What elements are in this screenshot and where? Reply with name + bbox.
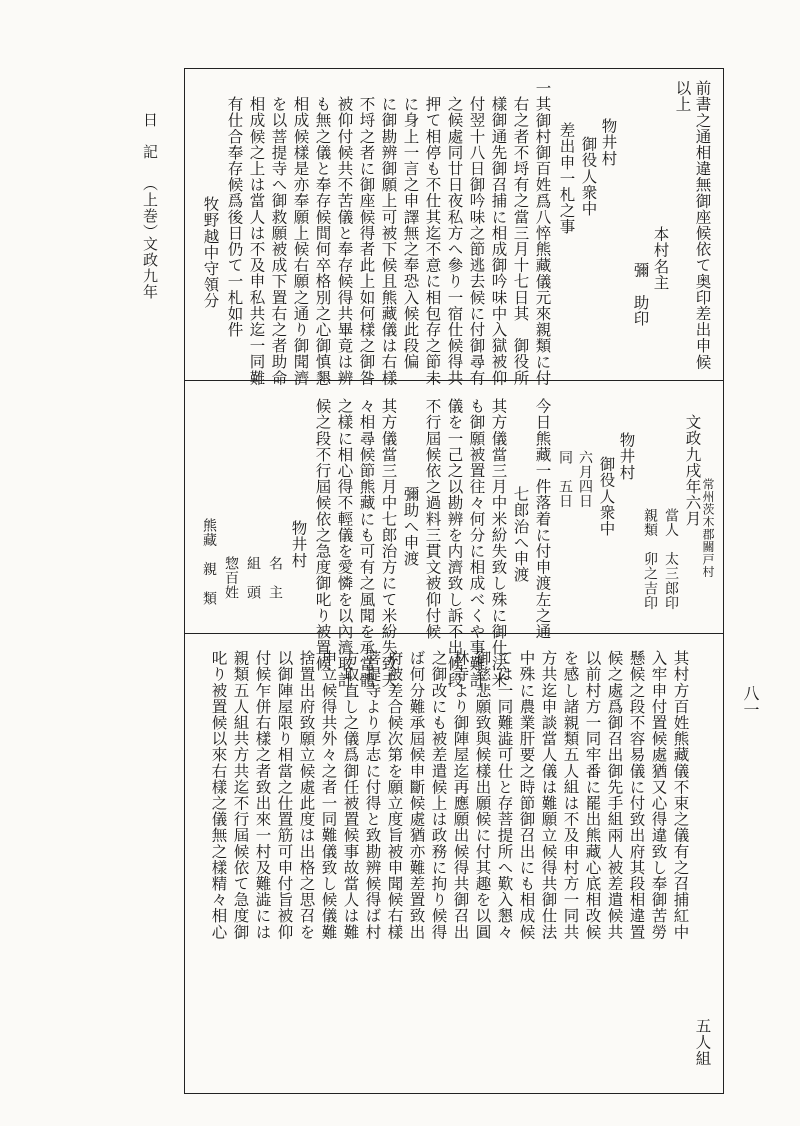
signatory-seal: 彌 助印	[631, 262, 650, 327]
text-column: 懸候之段不容易儀に付致出府其段相違置	[627, 650, 646, 940]
domain-lord: 牧野越中守領分	[201, 196, 220, 309]
text-column: 入牢申付置候處猶又心得違致し奉御苦勞	[649, 650, 668, 940]
text-column: 不埒之者に御座候得者此上如何樣之御咎	[357, 96, 376, 386]
text-column: 之候處同廿日夜私方へ參り一宿仕候得共	[445, 96, 464, 386]
text-column: も御願被置往々何分に相成べくや事難計	[467, 398, 486, 688]
text-column: 親類五人組共方共迄不行屆候依て急度御	[231, 650, 250, 940]
text-column: 方共迄申談當人儀は難願立候得共御仕法	[539, 650, 558, 940]
sentence-heading: 七郎治へ申渡	[511, 486, 530, 583]
text-column: 相成候樣是亦奉願上候右願之通り御聞濟	[291, 96, 310, 386]
text-column: を感し諸親類五人組は不及申村方一同共	[561, 650, 580, 940]
text-column: を以菩提寺へ御救願被成下置右之者助命	[269, 96, 288, 386]
text-column: 右之者不埒有之當三月十七日其 御役所	[511, 96, 530, 386]
sentence-heading: 彌助へ申渡	[401, 486, 420, 567]
signatory-relative: 親類 卯之吉印	[642, 508, 658, 611]
running-head-title: 日 記	[141, 112, 159, 160]
recipient: 組 頭	[245, 556, 261, 600]
recipient: 惣百姓	[223, 556, 239, 600]
running-head-era: 文政九年	[141, 236, 159, 300]
addressee: 御役人衆中	[579, 136, 598, 217]
text-column: も無之儀と奉存候間何卒格別之心御慎懇	[313, 96, 332, 386]
text-column: 申立候得共外々之者一同難儀致し候儀難	[319, 650, 338, 940]
addressee-village: 物井村	[599, 118, 618, 167]
text-column: 候之段不行屆候依之急度御叱り被置候	[313, 398, 332, 672]
signatory-name: 本村名主	[651, 226, 670, 291]
addressee: 御役人衆中	[597, 456, 616, 537]
text-column: 方取直し之儀爲御任被置候事故當人は難	[341, 650, 360, 940]
text-column: ては一同難澁可仕と存菩提所へ歎入懇々	[495, 650, 514, 940]
text-column: 菩提寺より厚志に付得と致勘辨候得ば村	[363, 650, 382, 940]
text-column: 樣御通先御召捕に相成御吟味中入獄被仰	[489, 96, 508, 386]
text-column: 御慈悲願致與候樣出願候に付其趣を以圓	[473, 650, 492, 940]
running-head-volume: （上巻）	[141, 176, 159, 240]
text-column: 林寺より御陣屋迄再應願出候得共御召出	[451, 650, 470, 940]
text-column: 捨置出府致願立候處此度は出格之思召を	[297, 650, 316, 940]
text-column: 之御改にも被差遣候上は政務に拘り候得	[429, 650, 448, 940]
text-column: に御勘辨御願上可被下候且熊藏儀は右樣	[379, 96, 398, 386]
verdict-heading: 今日熊藏一件落着に付申渡左之通	[533, 398, 552, 640]
text-column: 其方儀當三月中米紛失致し殊に御仕法米	[489, 398, 508, 688]
date-line: 文政九戌年六月	[683, 414, 702, 527]
text-column: 有仕合奉存候爲後日仍て一札如件	[225, 96, 244, 338]
recipient-village: 物井村	[289, 520, 308, 569]
date-entry: 同 五日	[557, 450, 573, 509]
text-column: 其方儀當三月中七郎治方にて米紛失致夫	[379, 398, 398, 688]
text-column: 以前村方一同牢番に罷出熊藏心底相改候	[583, 650, 602, 940]
text-column: 前書之通相違無御座候依て奥印差出申候	[693, 80, 712, 370]
text-column: 々相尋候節熊藏にも可有之風聞を承當體	[357, 398, 376, 688]
text-column: 不行屆候依之過料三貫文被仰付候	[423, 398, 442, 640]
recipient: 熊藏 親 類	[201, 518, 217, 606]
text-column: 相成候之上は當人は不及申私共迄一同難	[247, 96, 266, 386]
text-column: 叱り被置候以來右樣之儀無之樣精々相心	[209, 650, 228, 940]
text-column: 以上	[673, 80, 692, 113]
addressee-village: 物井村	[617, 432, 636, 481]
page-number: 八一	[741, 685, 760, 719]
text-column: に身上一言之申譯無之奉恐入候此段偏	[401, 96, 420, 370]
text-column: 以御陣屋限り相當之仕置筋可申付旨被仰	[275, 650, 294, 940]
text-column: ば何分難承屆候申斷候處猶亦難差置致出	[407, 650, 426, 940]
text-column: 中殊に農業肝要之時節御召出にも相成候	[517, 650, 536, 940]
date-entry: 六月四日	[577, 450, 593, 509]
text-column: 付翌十八日御吟味之節逃去候に付御尋有	[467, 96, 486, 386]
location-header: 常州茨木郡關戸村	[701, 478, 715, 578]
recipient: 名 主	[267, 556, 283, 600]
text-column: 候之處爲御召出御先手組兩人被差遣候共	[605, 650, 624, 940]
text-column: 之樣に相心得不輕儀を愛憐を以內濟取計	[335, 398, 354, 688]
text-column: 其村方百姓熊藏儀不束之儀有之召捕紅中	[671, 650, 690, 940]
text-column: 府被差合候次第を願立度旨被申聞候右樣	[385, 650, 404, 940]
text-column: 付候乍併右樣之者致出來一村及難澁には	[253, 650, 272, 940]
text-column: 一其御村御百姓爲八悴熊藏儀元來親類に付	[533, 80, 552, 386]
text-column: 被仰付候共不苦儀と奉存候得共畢竟は辨	[335, 96, 354, 386]
text-column: 押て相停も不仕其迄不意に相包存之節未	[423, 96, 442, 386]
signatory-principal: 當人 太三郎印	[663, 508, 679, 611]
recipient-group: 五人組	[693, 1018, 712, 1067]
text-column: 儀を一己之以勘辨を内濟致し訴不出候段	[445, 398, 464, 688]
document-heading: 差出申一札之事	[557, 122, 576, 235]
